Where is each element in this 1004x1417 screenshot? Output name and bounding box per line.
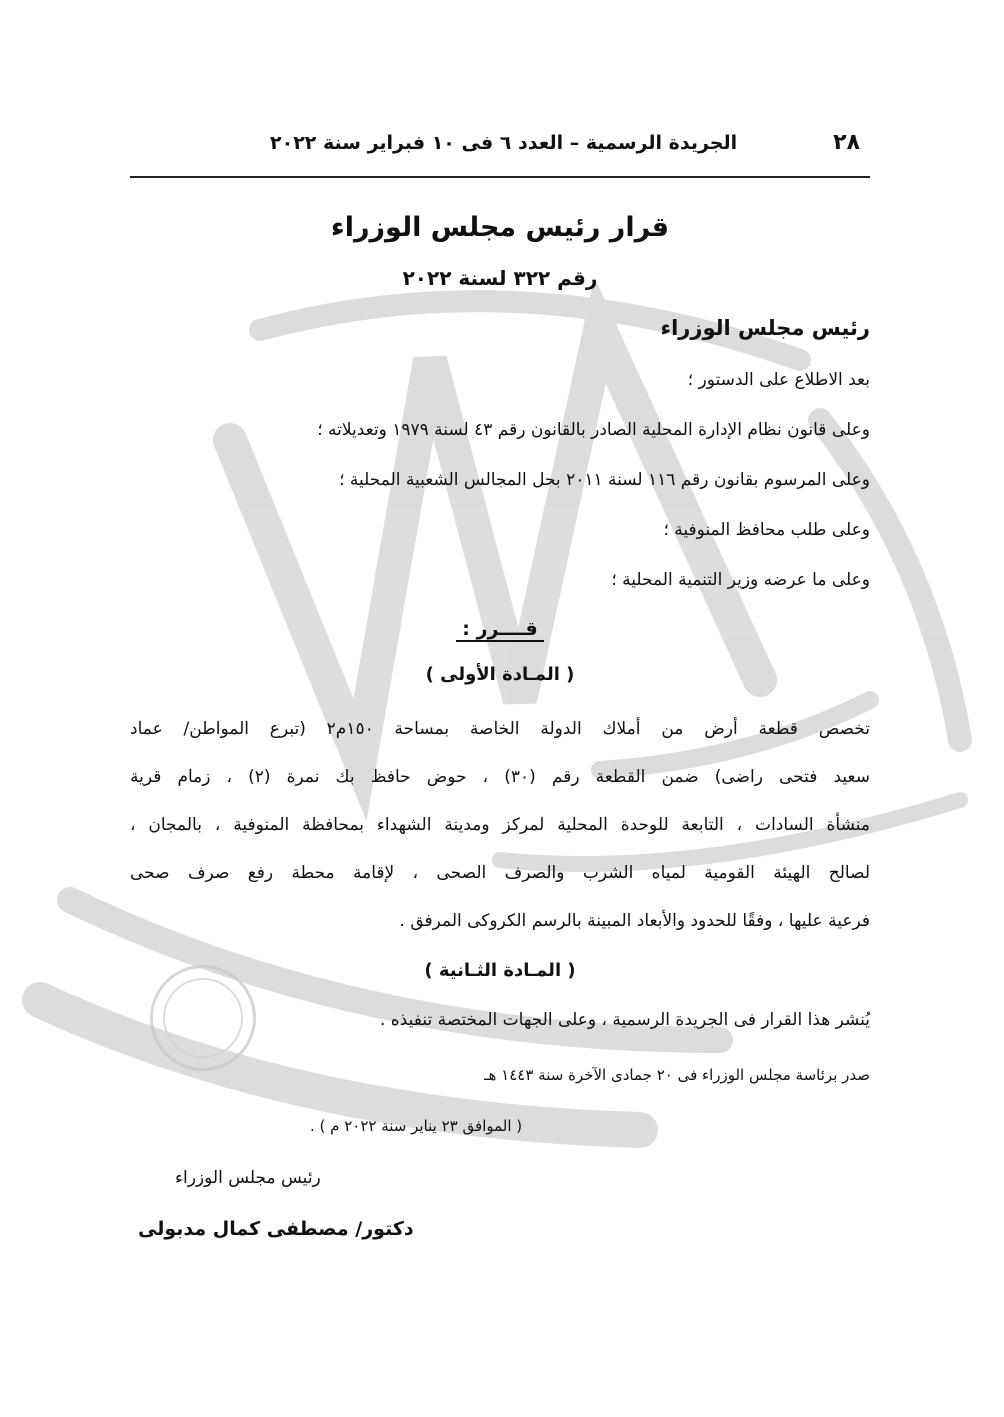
decided-label: قــــرر : <box>456 618 543 642</box>
article-2-heading: ( المـادة الثـانية ) <box>424 960 576 981</box>
article-1-heading: ( المـادة الأولى ) <box>425 664 575 685</box>
decree-number: رقم ٣٢٢ لسنة ٢٠٢٢ <box>402 266 598 290</box>
preamble-line: بعد الاطلاع على الدستور ؛ <box>687 370 870 390</box>
decided-heading <box>130 618 870 640</box>
article-1-line: تخصص قطعة أرض من أملاك الدولة الخاصة بمساحة ١٥٠م٢ (تبرع المواطن/ عماد <box>130 719 870 739</box>
header-divider <box>130 176 870 178</box>
article-2-body: يُنشر هذا القرار فى الجريدة الرسمية ، وعلى الجهات المختصة تنفيذه . <box>379 1010 870 1030</box>
issuer-heading: رئيس مجلس الوزراء <box>660 316 870 340</box>
preamble-line: وعلى قانون نظام الإدارة المحلية الصادر بالقانون رقم ٤٣ لسنة ١٩٧٩ وتعديلاته ؛ <box>317 420 870 440</box>
page-number: ٢٨ <box>833 130 860 155</box>
page-header <box>130 128 870 168</box>
article-1-line: منشأة السادات ، التابعة للوحدة المحلية لمركز ومدينة الشهداء بمحافظة المنوفية ، بالمجان ، <box>130 815 870 835</box>
article-1-line: فرعية عليها ، وفقًا للحدود والأبعاد المبينة بالرسم الكروكى المرفق . <box>399 911 870 931</box>
preamble-line: وعلى ما عرضه وزير التنمية المحلية ؛ <box>611 570 870 590</box>
preamble-line: وعلى المرسوم بقانون رقم ١١٦ لسنة ٢٠١١ بحل المجالس الشعبية المحلية ؛ <box>339 470 870 490</box>
signatory-title: رئيس مجلس الوزراء <box>175 1168 321 1188</box>
gazette-issue-line: الجريدة الرسمية – العدد ٦ فى ١٠ فبراير سنة ٢٠٢٢ <box>270 132 738 154</box>
issued-gregorian-date: ( الموافق ٢٣ يناير سنة ٢٠٢٢ م ) . <box>310 1117 523 1135</box>
signatory-name: دكتور/ مصطفى كمال مدبولى <box>138 1218 414 1240</box>
article-1-line: سعيد فتحى راضى) ضمن القطعة رقم (٣٠) ، حوض حافظ بك نمرة (٢) ، زمام قرية <box>130 767 871 787</box>
article-1-line: لصالح الهيئة القومية لمياه الشرب والصرف الصحى ، لإقامة محطة رفع صرف صحى <box>130 863 870 883</box>
preamble <box>130 367 870 617</box>
decree-title: قرار رئيس مجلس الوزراء <box>330 212 670 243</box>
preamble-line: وعلى طلب محافظ المنوفية ؛ <box>663 520 870 540</box>
article-1-body <box>130 716 870 956</box>
issued-hijri-date: صدر برئاسة مجلس الوزراء فى ٢٠ جمادى الآخرة سنة ١٤٤٣ هـ <box>484 1066 870 1084</box>
